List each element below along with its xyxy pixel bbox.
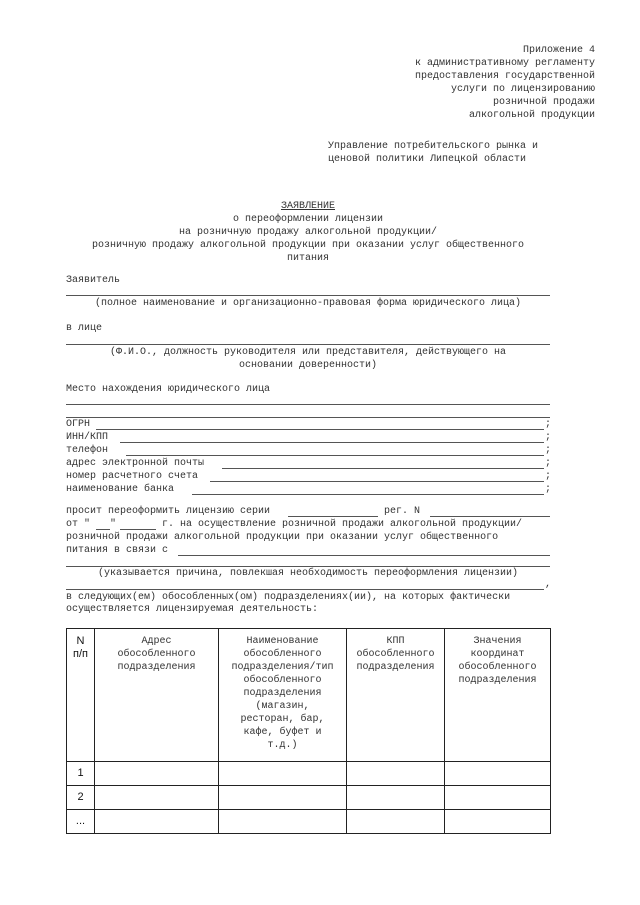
field-inn-kpp-line[interactable]: [120, 442, 544, 443]
field-bank-label: наименование банка: [66, 484, 175, 495]
location-line-1[interactable]: [66, 404, 550, 405]
header-number: N п/п: [67, 629, 95, 762]
request-line-4: питания в связи с: [66, 545, 169, 556]
table-row: [67, 810, 551, 834]
document-title: [66, 200, 550, 265]
location-line-2[interactable]: [66, 417, 550, 418]
title-line: о переоформлении лицензии: [232, 214, 384, 225]
title-heading: ЗАЯВЛЕНИЕ: [280, 201, 335, 212]
request-line-2b: ": [110, 519, 117, 530]
request-line-1b: рег. N: [384, 506, 421, 517]
date-month-line[interactable]: [120, 529, 156, 530]
table-header-row: [67, 629, 551, 762]
subdivisions-text-line-1: в следующих(ем) обособленных(ом) подразделениях(ии), на которых фактически: [66, 592, 511, 603]
represented-label: в лице: [66, 323, 103, 334]
cell-address[interactable]: [95, 786, 219, 810]
field-bank-line[interactable]: [192, 494, 544, 495]
appendix-line: к административному регламенту: [414, 58, 595, 69]
represented-hint-line: (Ф.И.О., должность руководителя или представителя, действующего на: [109, 347, 507, 358]
field-phone-label: телефон: [66, 445, 109, 456]
header-address: Адрес обособленного подразделения: [95, 629, 219, 762]
table-row: [67, 762, 551, 786]
date-day-line[interactable]: [96, 529, 110, 530]
field-end-mark: ;: [545, 458, 552, 469]
field-inn-kpp-label: ИНН/КПП: [66, 432, 109, 443]
addressee-line: Управление потребительского рынка и: [328, 141, 539, 152]
cell-name-type[interactable]: [219, 762, 347, 786]
header-coordinates: Значения координат обособленного подразделения: [445, 629, 551, 762]
row-number: ...: [67, 810, 95, 834]
cell-kpp[interactable]: [347, 762, 445, 786]
cell-coordinates[interactable]: [445, 762, 551, 786]
appendix-line: предоставления государственной: [414, 71, 595, 82]
appendix-block: [415, 44, 595, 122]
table-row: [67, 786, 551, 810]
field-end-mark: ;: [545, 432, 552, 443]
addressee-block: [328, 140, 538, 166]
cell-address[interactable]: [95, 810, 219, 834]
cell-coordinates[interactable]: [445, 786, 551, 810]
reason-hint: (указывается причина, повлекшая необходимость переоформления лицензии): [97, 568, 519, 579]
title-line: питания: [286, 253, 329, 264]
cell-kpp[interactable]: [347, 810, 445, 834]
represented-hint-line: основании доверенности): [238, 360, 378, 371]
represented-hint: [66, 346, 550, 372]
cell-kpp[interactable]: [347, 786, 445, 810]
applicant-hint: (полное наименование и организационно-правовая форма юридического лица): [94, 298, 522, 309]
cell-name-type[interactable]: [219, 786, 347, 810]
request-line-2c: г. на осуществление розничной продажи алкогольной продукции/: [162, 519, 523, 530]
appendix-line: алкогольной продукции: [468, 110, 595, 121]
subdivisions-table: [66, 628, 551, 834]
reason-end-mark: ,: [545, 579, 552, 590]
title-line: розничную продажу алкогольной продукции при оказании услуг общественного: [91, 240, 525, 251]
field-ogrn-line[interactable]: [96, 429, 544, 430]
title-line: на розничную продажу алкогольной продукции/: [178, 227, 438, 238]
field-end-mark: ;: [545, 471, 552, 482]
request-line-2a: от ": [66, 519, 91, 530]
field-account-line[interactable]: [210, 481, 544, 482]
field-email-line[interactable]: [222, 468, 544, 469]
field-email-label: адрес электронной почты: [66, 458, 205, 469]
location-label: Место нахождения юридического лица: [66, 384, 271, 395]
license-series-line[interactable]: [288, 516, 378, 517]
field-end-mark: ;: [545, 445, 552, 456]
request-line-1a: просит переоформить лицензию серии: [66, 506, 271, 517]
field-account-label: номер расчетного счета: [66, 471, 199, 482]
appendix-line: услуги по лицензированию: [450, 84, 595, 95]
represented-name-line[interactable]: [66, 344, 550, 345]
appendix-line: Приложение 4: [522, 45, 595, 56]
field-ogrn-label: ОГРН: [66, 419, 91, 430]
cell-address[interactable]: [95, 762, 219, 786]
cell-coordinates[interactable]: [445, 810, 551, 834]
subdivisions-text-line-2: осуществляется лицензируемая деятельность:: [66, 604, 319, 615]
reason-line-inline[interactable]: [178, 555, 550, 556]
header-name-type: Наименование обособленного подразделения/тип обособленного подразделения (магазин, ресторан, бар, кафе, буфет и т.д.): [219, 629, 347, 762]
appendix-line: розничной продажи: [492, 97, 595, 108]
field-end-mark: ;: [545, 484, 552, 495]
applicant-label: Заявитель: [66, 275, 121, 286]
cell-name-type[interactable]: [219, 810, 347, 834]
row-number: 2: [67, 786, 95, 810]
header-kpp: КПП обособленного подразделения: [347, 629, 445, 762]
reason-line-2[interactable]: [66, 589, 544, 590]
registration-number-line[interactable]: [430, 516, 550, 517]
field-phone-line[interactable]: [126, 455, 544, 456]
applicant-name-line[interactable]: [66, 295, 550, 296]
request-line-3: розничной продажи алкогольной продукции при оказании услуг общественного: [66, 532, 499, 543]
row-number: 1: [67, 762, 95, 786]
addressee-line: ценовой политики Липецкой области: [328, 154, 527, 165]
field-end-mark: ;: [545, 419, 552, 430]
